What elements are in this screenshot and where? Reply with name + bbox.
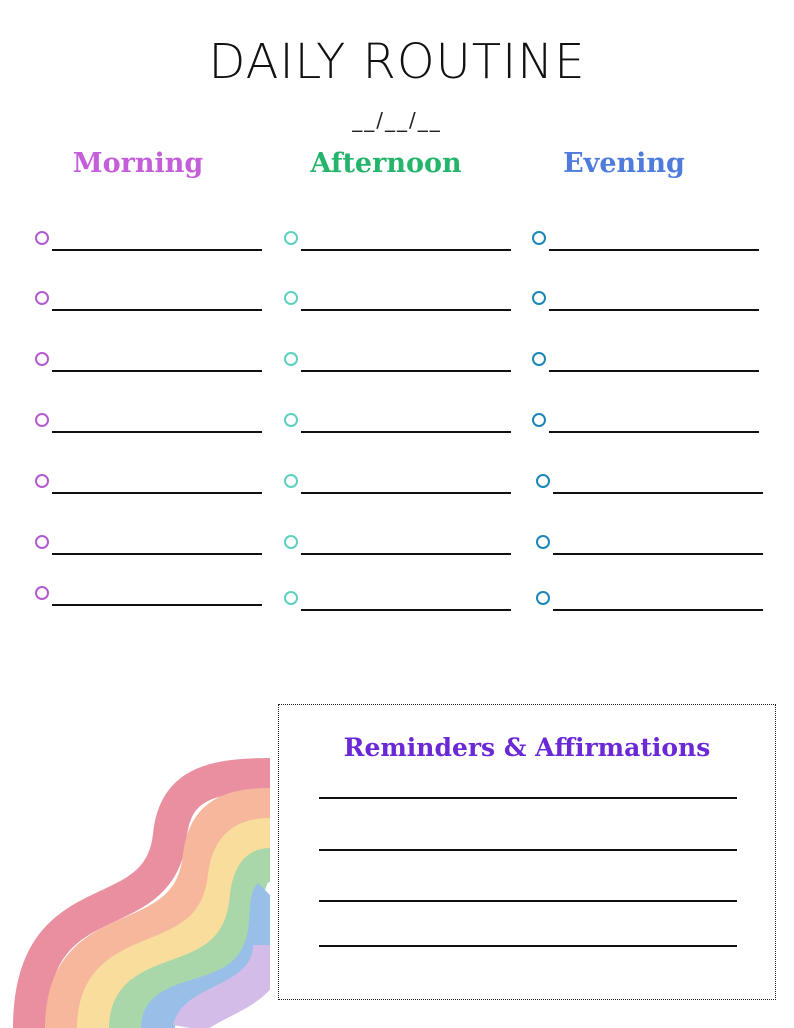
checkbox-circle[interactable] <box>35 474 49 488</box>
task-write-line[interactable] <box>553 553 763 555</box>
task-row-morning[interactable] <box>35 474 275 504</box>
task-write-line[interactable] <box>301 492 511 494</box>
task-write-line[interactable] <box>52 604 262 606</box>
task-write-line[interactable] <box>549 309 759 311</box>
task-write-line[interactable] <box>553 609 763 611</box>
checkbox-circle[interactable] <box>284 231 298 245</box>
checkbox-circle[interactable] <box>284 291 298 305</box>
task-row-morning[interactable] <box>35 413 275 443</box>
column-title-evening: Evening <box>563 148 685 179</box>
checkbox-circle[interactable] <box>536 474 550 488</box>
checkbox-circle[interactable] <box>35 586 49 600</box>
reminder-write-line[interactable] <box>319 849 737 851</box>
task-write-line[interactable] <box>301 249 511 251</box>
task-row-afternoon[interactable] <box>284 413 524 443</box>
task-write-line[interactable] <box>52 431 262 433</box>
task-write-line[interactable] <box>553 492 763 494</box>
checkbox-circle[interactable] <box>35 352 49 366</box>
task-write-line[interactable] <box>52 309 262 311</box>
checkbox-circle[interactable] <box>536 591 550 605</box>
task-write-line[interactable] <box>301 609 511 611</box>
checkbox-circle[interactable] <box>532 291 546 305</box>
checkbox-circle[interactable] <box>35 413 49 427</box>
checkbox-circle[interactable] <box>284 474 298 488</box>
column-title-morning: Morning <box>72 148 204 179</box>
task-write-line[interactable] <box>549 431 759 433</box>
checkbox-circle[interactable] <box>532 352 546 366</box>
checkbox-circle[interactable] <box>532 413 546 427</box>
task-write-line[interactable] <box>549 370 759 372</box>
task-row-afternoon[interactable] <box>284 535 524 565</box>
checkbox-circle[interactable] <box>35 291 49 305</box>
task-row-morning[interactable] <box>35 291 275 321</box>
task-row-afternoon[interactable] <box>284 474 524 504</box>
task-row-morning[interactable] <box>35 352 275 382</box>
task-row-evening[interactable] <box>536 591 776 621</box>
task-row-evening[interactable] <box>536 535 776 565</box>
task-write-line[interactable] <box>52 370 262 372</box>
task-row-evening[interactable] <box>536 474 776 504</box>
checkbox-circle[interactable] <box>284 413 298 427</box>
column-title-afternoon: Afternoon <box>310 148 462 179</box>
page-title: DAILY ROUTINE <box>208 34 586 90</box>
reminder-write-line[interactable] <box>319 797 737 799</box>
reminders-title: Reminders & Affirmations <box>343 733 711 762</box>
checkbox-circle[interactable] <box>532 231 546 245</box>
task-write-line[interactable] <box>52 553 262 555</box>
rainbow-decoration <box>0 735 270 1028</box>
date-field[interactable]: __/__/__ <box>352 108 442 132</box>
checkbox-circle[interactable] <box>35 231 49 245</box>
task-row-evening[interactable] <box>532 413 772 443</box>
task-row-afternoon[interactable] <box>284 291 524 321</box>
task-row-afternoon[interactable] <box>284 352 524 382</box>
reminders-box <box>278 704 776 1000</box>
task-row-afternoon[interactable] <box>284 591 524 621</box>
reminder-write-line[interactable] <box>319 945 737 947</box>
checkbox-circle[interactable] <box>284 591 298 605</box>
reminder-write-line[interactable] <box>319 900 737 902</box>
task-row-morning[interactable] <box>35 231 275 261</box>
task-write-line[interactable] <box>301 431 511 433</box>
checkbox-circle[interactable] <box>536 535 550 549</box>
task-row-evening[interactable] <box>532 352 772 382</box>
task-row-morning[interactable] <box>35 535 275 565</box>
task-write-line[interactable] <box>52 492 262 494</box>
checkbox-circle[interactable] <box>284 535 298 549</box>
checkbox-circle[interactable] <box>284 352 298 366</box>
task-row-afternoon[interactable] <box>284 231 524 261</box>
task-row-evening[interactable] <box>532 291 772 321</box>
task-row-morning[interactable] <box>35 586 275 616</box>
checkbox-circle[interactable] <box>35 535 49 549</box>
task-write-line[interactable] <box>52 249 262 251</box>
task-write-line[interactable] <box>301 309 511 311</box>
task-write-line[interactable] <box>301 553 511 555</box>
task-write-line[interactable] <box>549 249 759 251</box>
task-write-line[interactable] <box>301 370 511 372</box>
task-row-evening[interactable] <box>532 231 772 261</box>
